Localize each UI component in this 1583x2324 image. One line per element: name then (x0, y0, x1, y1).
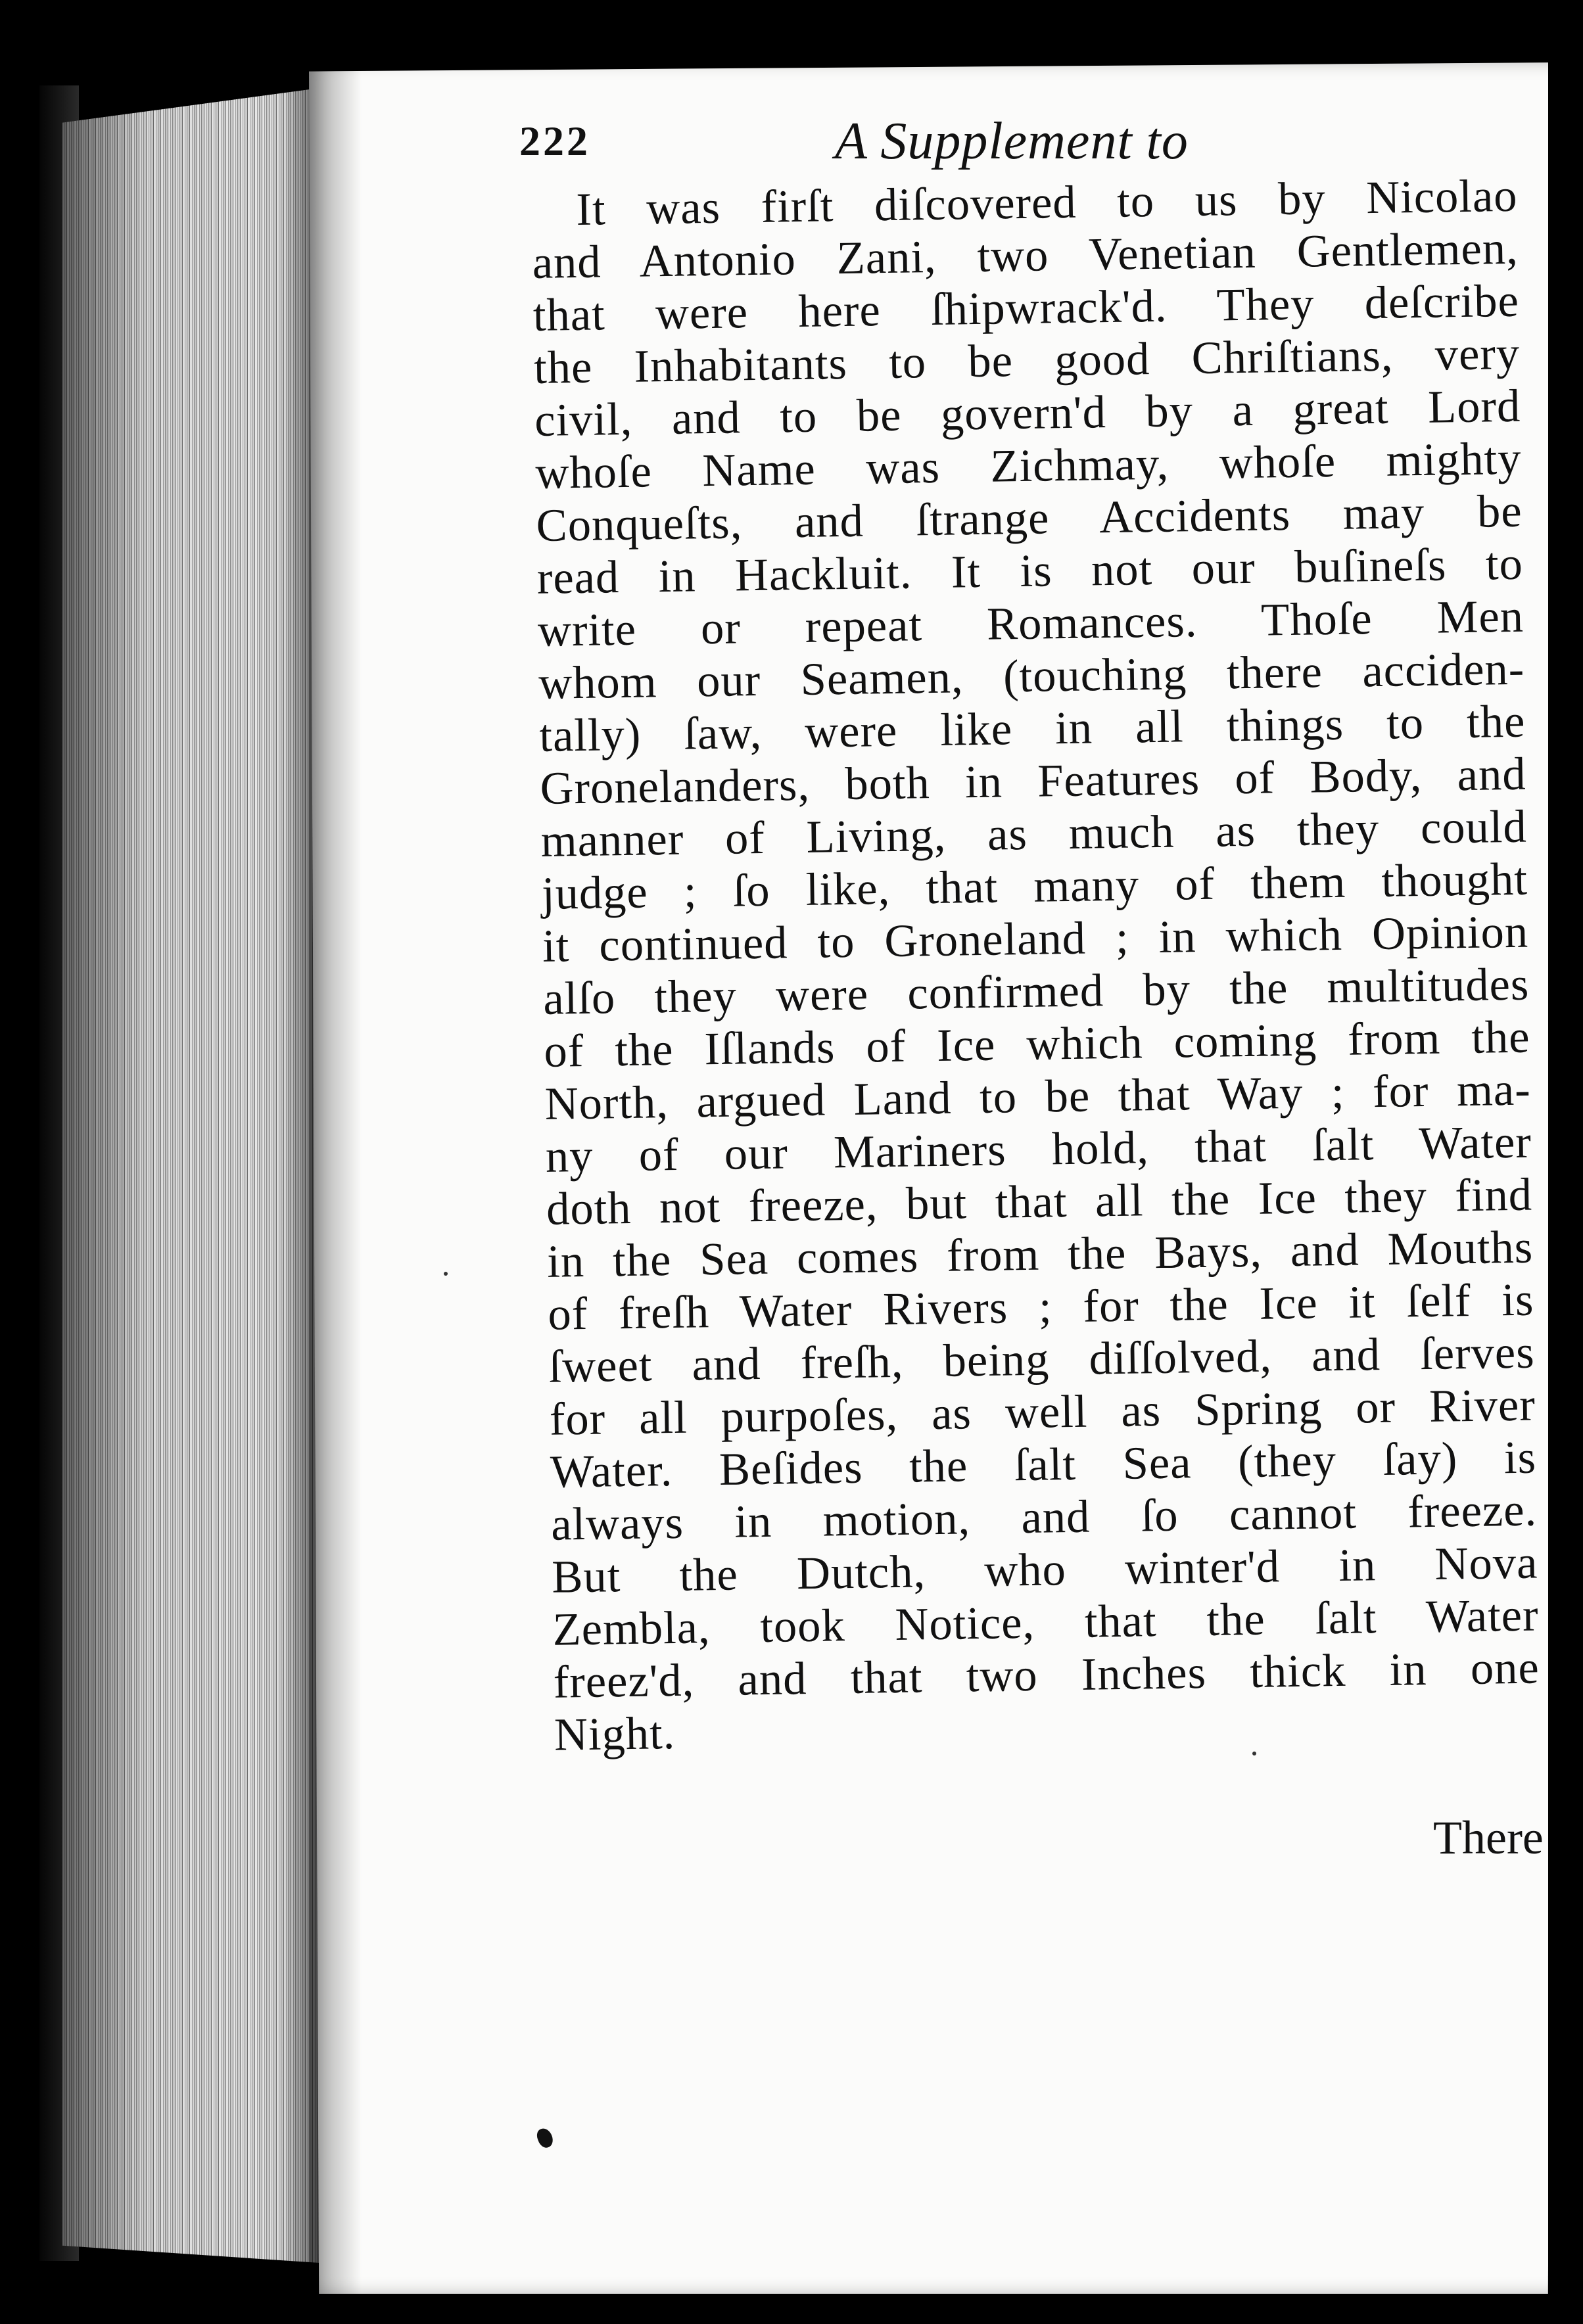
text-line: whom our Seamen, (touching there acciden- (538, 643, 1525, 709)
text-line: read in Hackluit. It is not our buſineſs to (536, 538, 1524, 604)
text-line: manner of Living, as much as they could (540, 801, 1528, 867)
text-line: judge ; ſo like, that many of them thought (541, 853, 1528, 919)
text-line: Zembla, took Notice, that the ſalt Water (552, 1589, 1540, 1656)
text-line: write or repeat Romances. Thoſe Men (537, 590, 1524, 657)
ink-speck (444, 1272, 448, 1276)
text-line: It was firſt diſcovered to us by Nicolao (576, 170, 1519, 235)
text-line: for all purpoſes, as well as Spring or River (549, 1379, 1536, 1445)
right-border (1548, 26, 1583, 2324)
text-line: the Inhabitants to be good Chriſtians, very (533, 327, 1521, 394)
text-line: Gronelanders, both in Features of Body, and (540, 748, 1527, 814)
text-line: ny of our Mariners hold, that ſalt Water (545, 1116, 1532, 1182)
text-line: it continued to Groneland ; in which Opinion (542, 906, 1529, 972)
text-line: always in motion, and ſo cannot freeze. (550, 1484, 1538, 1550)
ink-speck (1252, 1752, 1256, 1755)
page-number: 222 (519, 118, 590, 164)
text-line: in the Sea comes from the Bays, and Mouths (546, 1221, 1534, 1288)
text-line: tally) ſaw, were like in all things to the (538, 695, 1526, 762)
text-line: and Antonio Zani, two Venetian Gentlemen, (532, 222, 1519, 289)
text-line: freez'd, and that two Inches thick in one (553, 1642, 1540, 1708)
text-line: Water. Beſides the ſalt Sea (they ſay) is (550, 1431, 1537, 1498)
text-line: that were here ſhipwrack'd. They deſcribe (532, 275, 1520, 341)
running-title: A Supplement to (835, 112, 1189, 170)
text-line: doth not freeze, but that all the Ice they find (546, 1169, 1533, 1235)
text-line: Conqueſts, and ſtrange Accidents may be (536, 485, 1523, 551)
text-line: of the Iſlands of Ice which coming from the (544, 1011, 1530, 1077)
text-line: Night. (554, 1708, 676, 1761)
text-line: whoſe Name was Zichmay, whoſe mighty (534, 432, 1522, 499)
catchword: There (1433, 1811, 1544, 1864)
body-text (531, 170, 1540, 1761)
text-line: of freſh Water Rivers ; for the Ice it ſelf is (547, 1274, 1534, 1340)
gutter-shadow (309, 62, 362, 2294)
text-line: civil, and to be govern'd by a great Lord (534, 380, 1521, 446)
text-line: alſo they were confirmed by the multitudes (542, 958, 1530, 1025)
text-line: But the Dutch, who winter'd in Nova (551, 1537, 1538, 1603)
text-line: North, argued Land to be that Way ; for ma- (544, 1063, 1532, 1130)
text-line: ſweet and freſh, being diſſolved, and ſerves (548, 1326, 1536, 1393)
